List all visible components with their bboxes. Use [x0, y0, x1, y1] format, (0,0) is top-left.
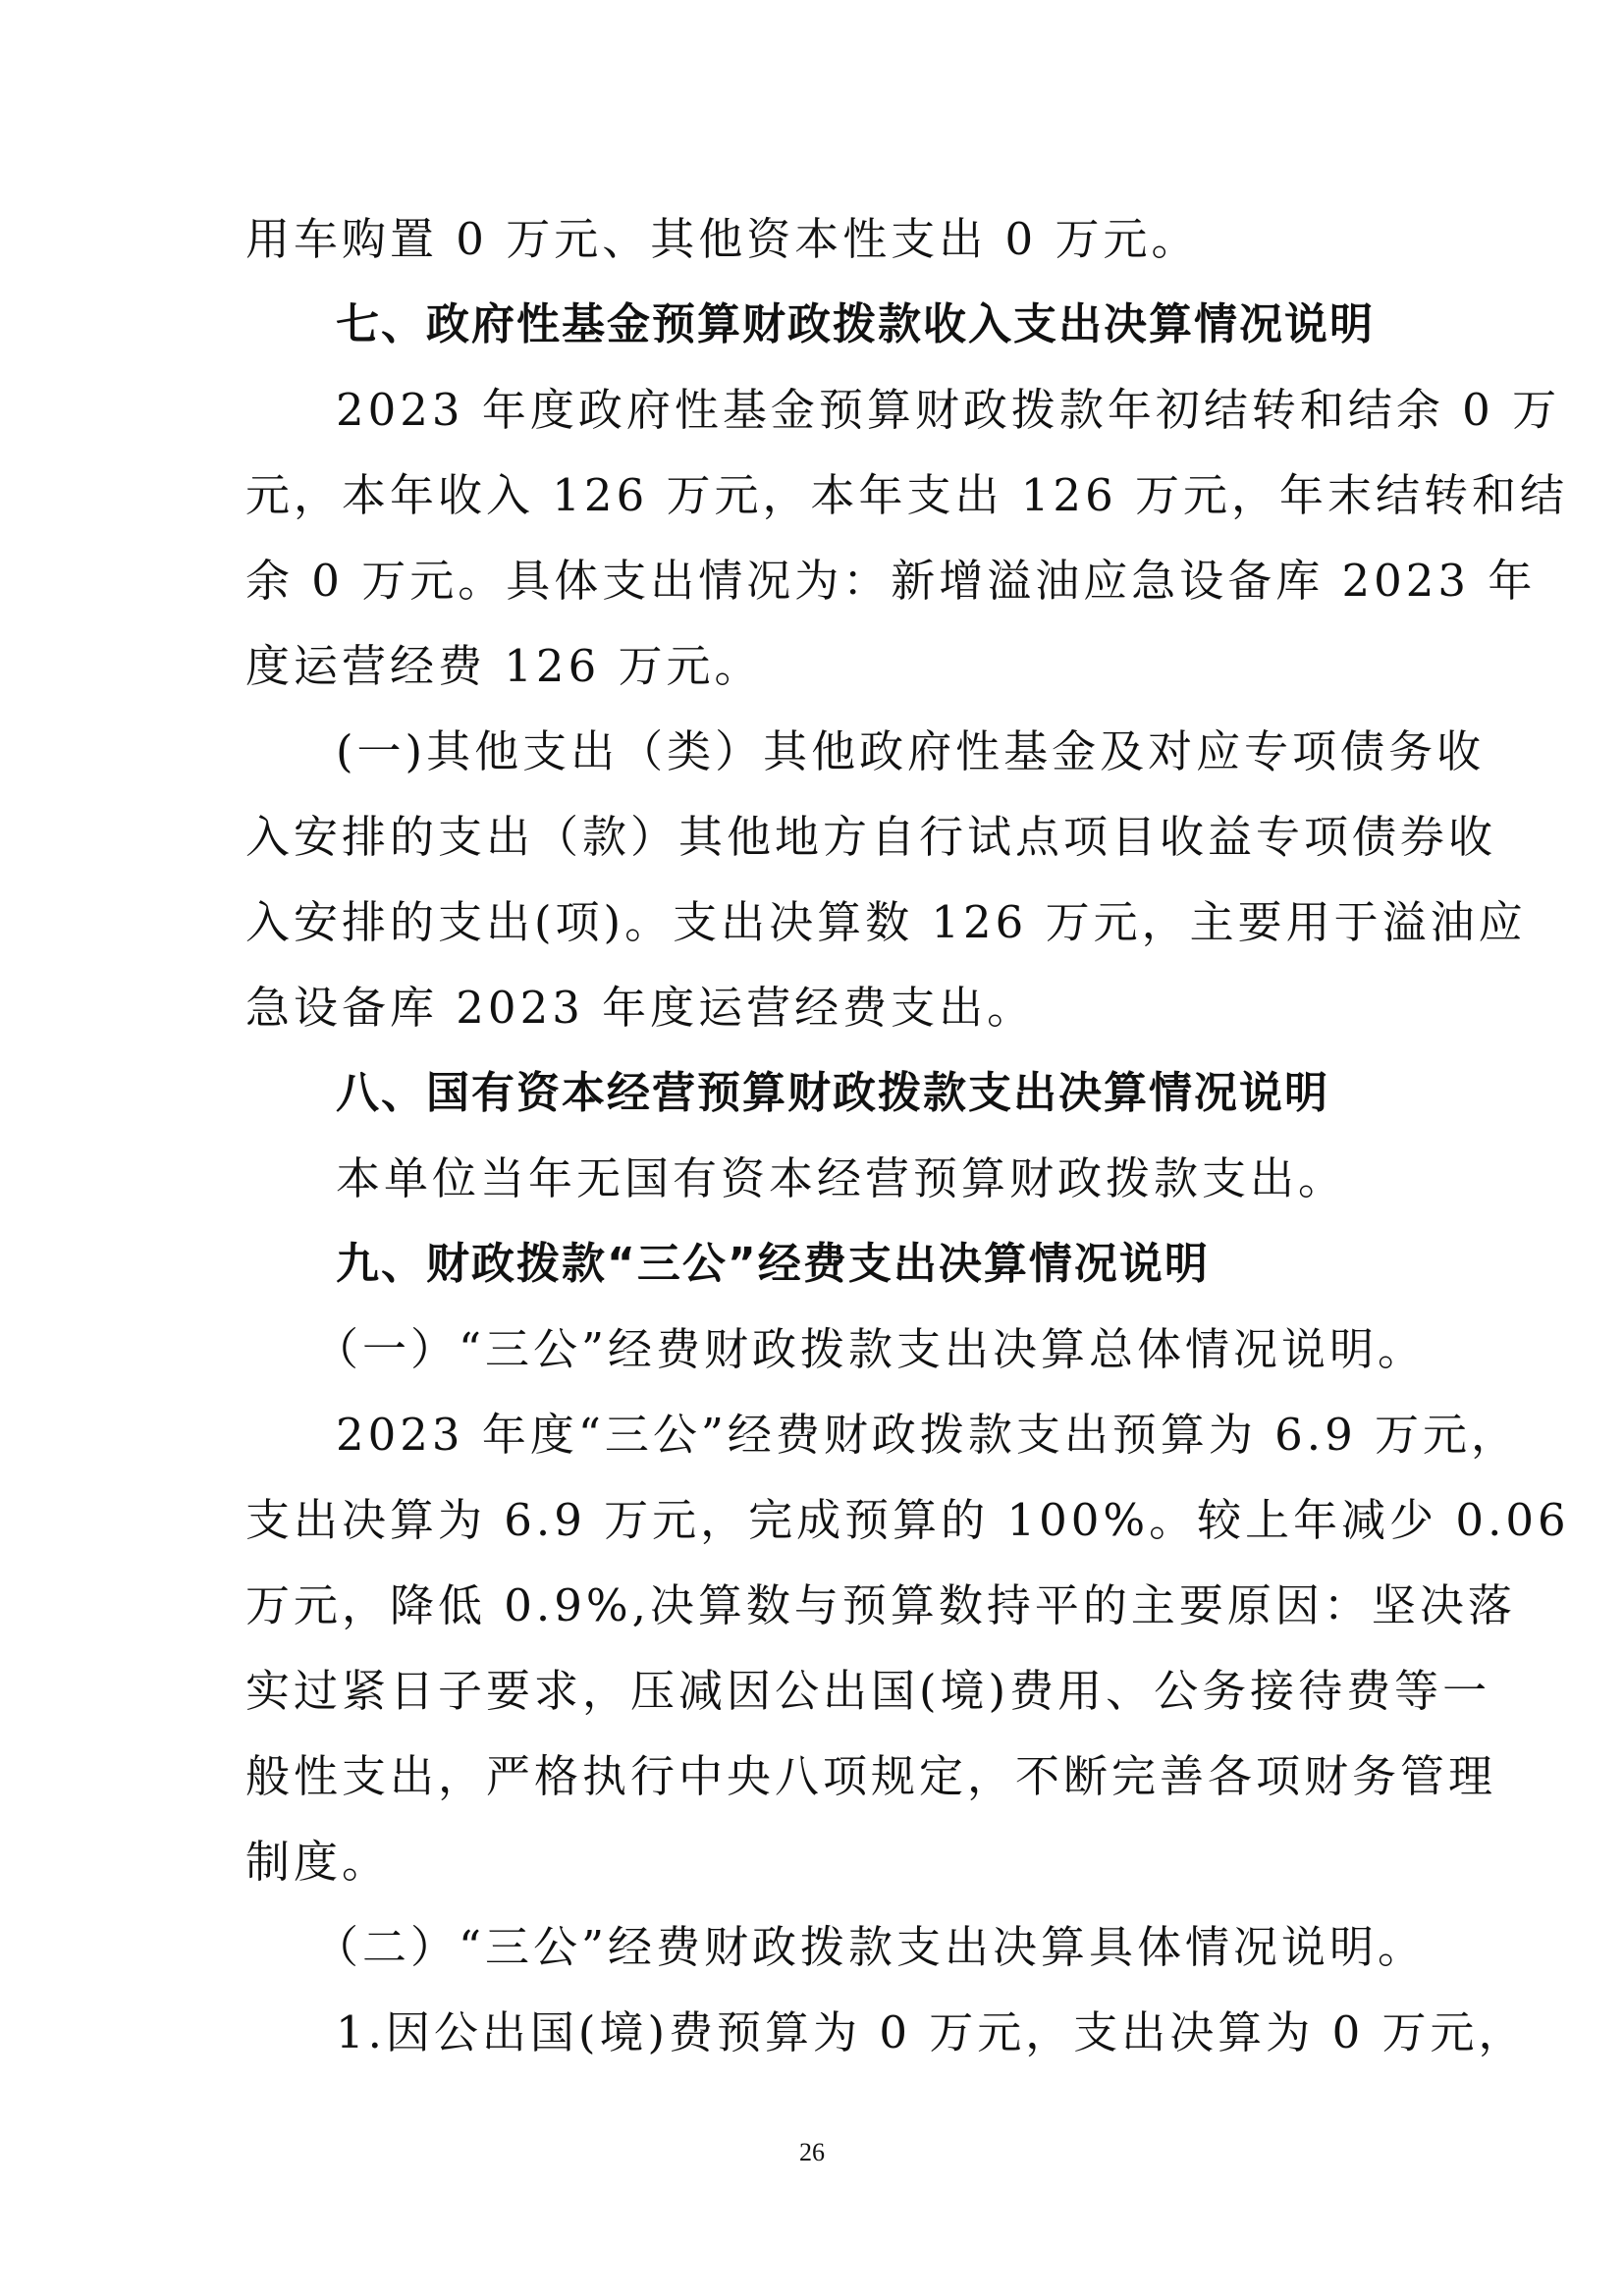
text-line-22: 1.因公出国(境)费预算为 0 万元，支出决算为 0 万元，: [336, 2006, 1527, 2058]
text-line-16: 支出决算为 6.9 万元，完成预算的 100%。较上年减少 0.06: [245, 1494, 1570, 1546]
page-number: 26: [799, 2138, 825, 2166]
text-line-9: 入安排的支出(项)。支出决算数 126 万元，主要用于溢油应: [245, 896, 1527, 948]
text-line-18: 实过紧日子要求，压减因公出国(境)费用、公务接待费等一: [245, 1665, 1491, 1717]
subsection-heading-1: （一）“三公”经费财政拨款支出决算总体情况说明。: [314, 1323, 1427, 1375]
text-line-12: 本单位当年无国有资本经营预算财政拨款支出。: [336, 1152, 1347, 1204]
text-line-20: 制度。: [245, 1836, 391, 1888]
text-line-5: 余 0 万元。具体支出情况为：新增溢油应急设备库 2023 年: [245, 555, 1537, 607]
text-line-10: 急设备库 2023 年度运营经费支出。: [245, 982, 1036, 1034]
section-heading-7: 七、政府性基金预算财政拨款收入支出决算情况说明: [336, 299, 1375, 349]
text-line-3: 2023 年度政府性基金预算财政拨款年初结转和结余 0 万: [336, 384, 1561, 436]
text-line-19: 般性支出，严格执行中央八项规定，不断完善各项财务管理: [245, 1750, 1497, 1802]
text-line-4: 元，本年收入 126 万元，本年支出 126 万元，年末结转和结: [245, 469, 1569, 521]
text-line-6: 度运营经费 126 万元。: [245, 640, 763, 692]
text-line-7: (一)其他支出（类）其他政府性基金及对应专项债务收: [336, 725, 1486, 777]
document-page: [245, 196, 1570, 2075]
text-line-15: 2023 年度“三公”经费财政拨款支出预算为 6.9 万元，: [336, 1409, 1520, 1461]
text-line-17: 万元，降低 0.9%,决算数与预算数持平的主要原因：坚决落: [245, 1579, 1516, 1631]
text-line-1: 用车购置 0 万元、其他资本性支出 0 万元。: [245, 213, 1200, 265]
subsection-heading-2: （二）“三公”经费财政拨款支出决算具体情况说明。: [314, 1921, 1427, 1973]
text-line-8: 入安排的支出（款）其他地方自行试点项目收益专项债券收: [245, 811, 1497, 863]
section-heading-9: 九、财政拨款“三公”经费支出决算情况说明: [336, 1239, 1210, 1289]
section-heading-8: 八、国有资本经营预算财政拨款支出决算情况说明: [336, 1068, 1329, 1118]
